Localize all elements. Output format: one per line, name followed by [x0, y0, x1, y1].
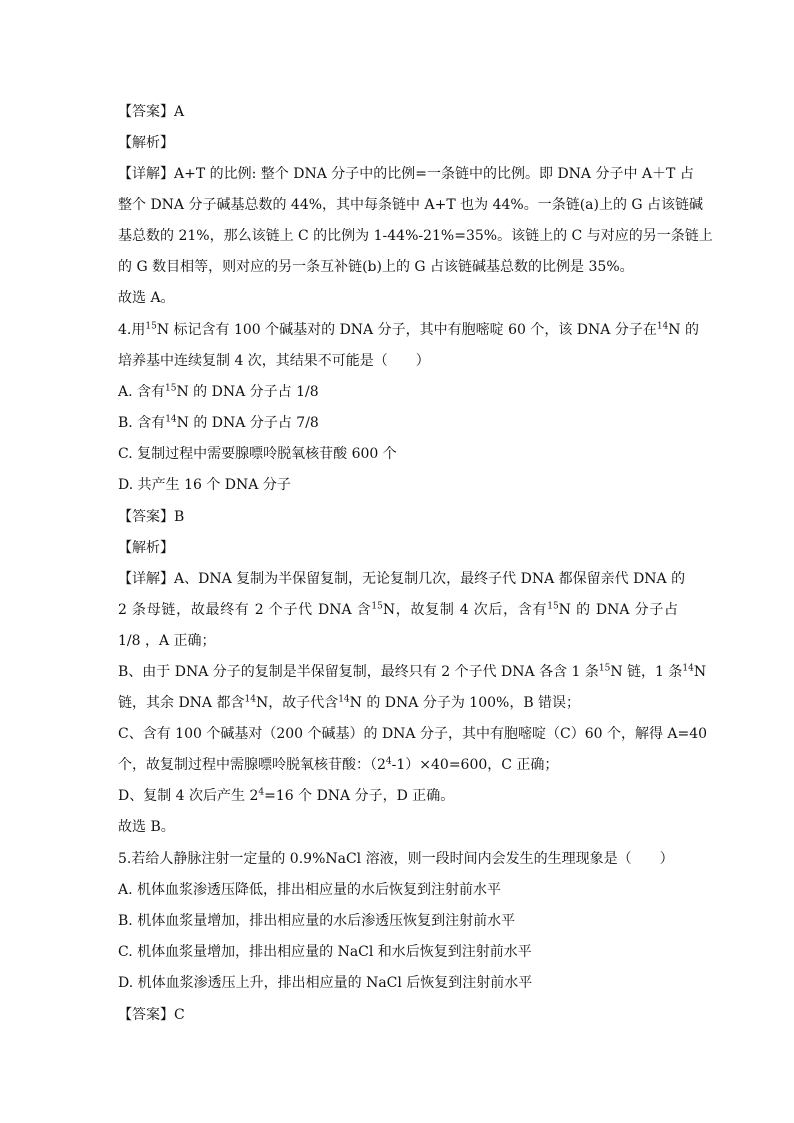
q4-detail-line: [118, 662, 707, 682]
q4-conclusion: 故选 B。: [118, 819, 175, 835]
q4-detail-line: 1/8 ，A 正确；: [118, 633, 216, 649]
q4-detail-line: [118, 693, 580, 713]
detail-text: N，故复制 4 次后，含有: [382, 602, 548, 618]
q4-detail-line: 【详解】A、DNA 复制为半保留复制，无论复制几次，最终子代 DNA 都保留亲代 DNA 的: [118, 571, 686, 587]
detail-text: N: [693, 664, 707, 680]
superscript: 15: [371, 601, 383, 612]
q5-option-c: C. 机体血浆量增加，排出相应量的 NaCl 和水后恢复到注射前水平: [118, 944, 532, 960]
q3-detail-line: 整个 DNA 分子碱基总数的 44%，其中每条链中 A+T 也为 44%。一条链(a)上的 G 占该链碱: [118, 197, 704, 213]
superscript: 15: [145, 321, 157, 332]
superscript: 4: [258, 787, 265, 798]
q3-answer: 【答案】A: [118, 104, 185, 120]
q4-option-a: [118, 382, 319, 402]
q4-stem-text: N 标记含有 100 个碱基对的 DNA 分子，其中有胞嘧啶 60 个，该 DNA 分子在: [156, 322, 657, 338]
detail-text: 个，故复制过程中需腺嘌呤脱氧核苷酸：（2: [118, 757, 386, 773]
superscript: 4: [385, 756, 392, 767]
q3-detail-line: 【详解】A+T 的比例: 整个 DNA 分子中的比例=一条链中的比例。即 DNA 分子中 A＋T 占: [118, 166, 694, 182]
q3-detail-line: 基总数的 21%，那么该链上 C 的比例为 1-44%-21%=35%。该链上的 C 与对应的另一条链上: [118, 228, 713, 244]
detail-text: N 的 DNA 分子占: [558, 602, 679, 618]
q5-option-b: B. 机体血浆量增加，排出相应量的水后渗透压恢复到注射前水平: [118, 913, 516, 929]
q4-stem-line-1: [118, 320, 699, 340]
detail-text: B、由于 DNA 分子的复制是半保留复制，最终只有 2 个子代 DNA 各含 1 条: [118, 664, 599, 680]
q4-option-d: D. 共产生 16 个 DNA 分子: [118, 477, 291, 493]
q4-detail-line: [118, 600, 678, 620]
superscript: 14: [338, 694, 350, 705]
q4-option-b: [118, 413, 319, 433]
q4-stem-line-2: 培养基中连续复制 4 次，其结果不可能是（ ）: [118, 353, 430, 369]
detail-text: N 的 DNA 分子为 100%，B 错误；: [349, 695, 581, 711]
q4-detail-line: [118, 755, 558, 775]
option-text: N 的 DNA 分子占 7/8: [176, 415, 319, 431]
q4-detail-line: C、含有 100 个碱基对（200 个碱基）的 DNA 分子，其中有胞嘧啶（C）60 个，解得 A=40: [118, 726, 708, 742]
q4-option-c: C. 复制过程中需要腺嘌呤脱氧核苷酸 600 个: [118, 446, 397, 462]
detail-text: -1）×40=600，C 正确；: [391, 757, 559, 773]
q4-detail-line: [118, 786, 454, 806]
q4-stem-text: 4.用: [118, 322, 146, 338]
q4-analysis-label: 【解析】: [118, 540, 174, 556]
superscript: 15: [547, 601, 559, 612]
superscript: 15: [165, 383, 177, 394]
detail-text: D、复制 4 次后产生 2: [118, 788, 259, 804]
q5-stem: 5.若给人静脉注射一定量的 0.9%NaCl 溶液，则一段时间内会发生的生理现象是（ ）: [118, 851, 674, 867]
superscript: 14: [165, 414, 177, 425]
detail-text: 链，其余 DNA 都含: [118, 695, 245, 711]
superscript: 14: [656, 321, 669, 332]
detail-text: =16 个 DNA 分子，D 正确。: [264, 788, 455, 804]
q4-answer: 【答案】B: [118, 509, 185, 525]
detail-text: 2 条母链，故最终有 2 个子代 DNA 含: [118, 602, 372, 618]
q3-analysis-label: 【解析】: [118, 135, 174, 151]
superscript: 14: [244, 694, 256, 705]
q5-option-a: A. 机体血浆渗透压降低，排出相应量的水后恢复到注射前水平: [118, 882, 502, 898]
superscript: 15: [598, 663, 611, 674]
q3-conclusion: 故选 A。: [118, 290, 175, 306]
option-text: B. 含有: [118, 415, 166, 431]
detail-text: N，故子代含: [255, 695, 339, 711]
q5-answer: 【答案】C: [118, 1007, 185, 1023]
option-text: N 的 DNA 分子占 1/8: [176, 384, 319, 400]
detail-text: N 链，1 条: [610, 664, 683, 680]
q3-detail-line: 的 G 数目相等，则对应的另一条互补链(b)上的 G 占该链碱基总数的比例是 35%。: [118, 259, 634, 275]
q5-option-d: D. 机体血浆渗透压上升，排出相应量的 NaCl 后恢复到注射前水平: [118, 975, 533, 991]
q4-stem-text: N 的: [668, 322, 699, 338]
superscript: 14: [682, 663, 694, 674]
option-text: A. 含有: [118, 384, 166, 400]
